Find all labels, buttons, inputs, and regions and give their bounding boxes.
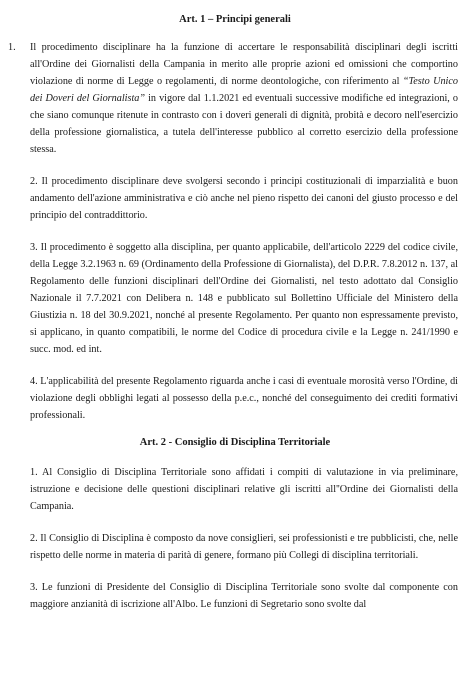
- article-2-title: Art. 2 - Consiglio di Disciplina Territoriale: [139, 437, 331, 448]
- paragraph-text: in vigore dal 1.1.2021 ed eventuali successive modifiche ed integrazioni, o che siano comunque ritenute in contrasto con i doveri generali di dignità, probità e decoro nell'esercizio della professione giornalistica, a tutela dell'interesse pubblico al corretto esercizio della professione stessa.: [30, 93, 458, 155]
- paragraph-text: Il procedimento disciplinare ha la funzione di accertare le responsabilità disciplinari degli iscritti all'Ordine dei Giornalisti della Campania in merito alle proprie azioni ed omissioni che comportino violazione di norme di Legge o regolamenti, di norme deontologiche, con riferimento al: [30, 42, 458, 87]
- article-2-paragraph-2: 2. Il Consiglio di Disciplina è composto da nove consiglieri, sei professionisti e tre pubblicisti, che, nelle rispetto delle norme in materia di parità di genere, formano più Collegi di disciplina territoriali.: [30, 533, 458, 561]
- article-2-paragraph-3: 3. Le funzioni di Presidente del Consiglio di Disciplina Territoriale sono svolte dal componente con maggiore anzianità di iscrizione all'Albo. Le funzioni di Segretario sono svolte dal: [30, 582, 458, 610]
- article-1-title: Art. 1 – Principi generali: [179, 14, 291, 25]
- article-1-paragraph-3: 3. Il procedimento è soggetto alla disciplina, per quanto applicabile, dell'articolo 2229 del codice civile, della Legge 3.2.1963 n. 69 (Ordinamento della Professione di Giornalista), del D.P.R. 7.8.2012 n. 137, al Regolamento delle funzioni disciplinari dell'Ordine dei Giornalisti, nel testo adottato dal Consiglio Nazionale il 7.7.2021 con Delibera n. 148 e pubblicato sul Bollettino Ufficiale del Ministero della Giustizia n. 18 del 30.9.2021, nonché al presente Regolamento. Per quanto non espressamente previsto, si applicano, in quanto compatibili, le norme del Codice di procedura civile e la Legge n. 241/1990 e succ. mod. ed int.: [30, 242, 458, 355]
- article-1-paragraph-1: [8, 39, 459, 158]
- paragraph-number: 1.: [8, 42, 16, 53]
- paragraph-text-italic: “Testo Unico dei Doveri del Giornalista”: [30, 76, 459, 104]
- article-2-paragraph-1: 1. Al Consiglio di Disciplina Territoriale sono affidati i compiti di valutazione in via preliminare, istruzione e decisione delle questioni disciplinari relative gli iscritti all''Ordine dei Giornalisti della Campania.: [30, 467, 458, 512]
- article-1-paragraph-2: 2. Il procedimento disciplinare deve svolgersi secondo i principi costituzionali di imparzialità e buon andamento dell'azione amministrativa e ciò anche nel pieno rispetto dei canoni del giusto processo e del principio del contraddittorio.: [30, 176, 458, 221]
- article-1-paragraph-4: 4. L'applicabilità del presente Regolamento riguarda anche i casi di eventuale morosità verso l'Ordine, di violazione degli obblighi legati al possesso della p.e.c., nonché del conseguimento dei crediti formativi professionali.: [30, 376, 458, 421]
